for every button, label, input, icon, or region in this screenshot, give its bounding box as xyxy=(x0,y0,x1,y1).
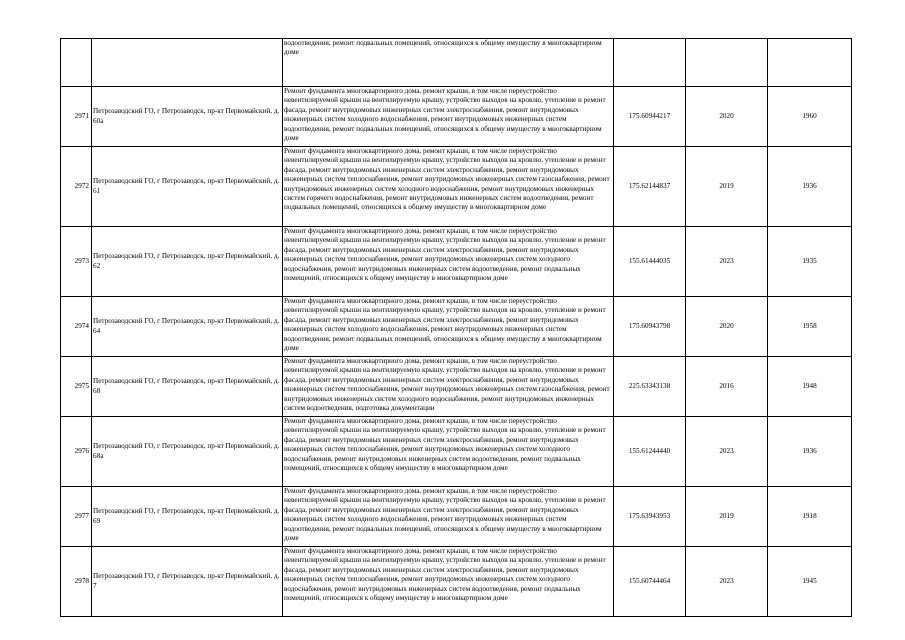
value-cell xyxy=(614,39,686,87)
row-number: 2976 xyxy=(61,417,92,487)
address-cell: Петрозаводский ГО, г Петрозаводск, пр-кт Первомайский, д. 64 xyxy=(92,297,283,357)
address-cell: Петрозаводский ГО, г Петрозаводск, пр-кт Первомайский, д. 69 xyxy=(92,487,283,547)
built-year-cell xyxy=(768,39,852,87)
year-cell: 2023 xyxy=(686,227,768,297)
year-cell: 2023 xyxy=(686,417,768,487)
built-year-cell: 1948 xyxy=(768,357,852,417)
value-cell: 225.63343138 xyxy=(614,357,686,417)
row-number: 2971 xyxy=(61,87,92,147)
works-cell: Ремонт фундамента многоквартирного дома, ремонт крыши, в том числе переустройство невентилируемой крыши на вентилируемую крышу, устройство выходов на кровлю, утепление и ремонт фасада, ремонт внутридомовых инженерных систем электроснабжения, ремонт внутридомовых инженерных систем теплоснабжения, ремонт внутридомовых инженерных систем холодного водоснабжения, ремонт внутридомовых инженерных систем водоотведения, ремонт подвальных помещений, относящихся к общему имуществу в многоквартирном доме xyxy=(283,417,614,487)
address-cell xyxy=(92,39,283,87)
address-cell: Петрозаводский ГО, г Петрозаводск, пр-кт Первомайский, д. 68 xyxy=(92,357,283,417)
address-cell: Петрозаводский ГО, г Петрозаводск, пр-кт Первомайский, д. 61 xyxy=(92,147,283,227)
table-row xyxy=(61,147,852,227)
year-cell: 2020 xyxy=(686,87,768,147)
value-cell: 155.60744464 xyxy=(614,547,686,617)
built-year-cell: 1936 xyxy=(768,147,852,227)
year-cell: 2019 xyxy=(686,147,768,227)
built-year-cell: 1935 xyxy=(768,227,852,297)
table-row xyxy=(61,297,852,357)
built-year-cell: 1958 xyxy=(768,297,852,357)
row-number: 2975 xyxy=(61,357,92,417)
table-row xyxy=(61,547,852,617)
works-cell xyxy=(283,39,614,87)
repair-program-table xyxy=(60,38,852,617)
row-number: 2972 xyxy=(61,147,92,227)
table-row xyxy=(61,357,852,417)
row-number: 2977 xyxy=(61,487,92,547)
value-cell: 175.62144837 xyxy=(614,147,686,227)
works-text: водоотведения, ремонт подвальных помещений, относящихся к общему имуществу в многоквартирном доме xyxy=(284,39,602,57)
table-row-continuation xyxy=(61,39,852,87)
built-year-cell: 1960 xyxy=(768,87,852,147)
value-cell: 175.63943953 xyxy=(614,487,686,547)
table-row xyxy=(61,487,852,547)
value-cell: 175.60943798 xyxy=(614,297,686,357)
address-cell: Петрозаводский ГО, г Петрозаводск, пр-кт Первомайский, д. 60а xyxy=(92,87,283,147)
year-cell: 2016 xyxy=(686,357,768,417)
works-cell: Ремонт фундамента многоквартирного дома, ремонт крыши, в том числе переустройство невентилируемой крыши на вентилируемую крышу, устройство выходов на кровлю, утепление и ремонт фасада, ремонт внутридомовых инженерных систем электроснабжения, ремонт внутридомовых инженерных систем холодного водоснабжения, ремонт внутридомовых инженерных систем водоотведения, ремонт подвальных помещений, относящихся к общему имуществу в многоквартирном доме xyxy=(283,87,614,147)
value-cell: 155.61244440 xyxy=(614,417,686,487)
year-cell xyxy=(686,39,768,87)
year-cell: 2020 xyxy=(686,297,768,357)
built-year-cell: 1918 xyxy=(768,487,852,547)
row-number: 2978 xyxy=(61,547,92,617)
works-cell: Ремонт фундамента многоквартирного дома, ремонт крыши, в том числе переустройство невентилируемой крыши на вентилируемую крышу, устройство выходов на кровлю, утепление и ремонт фасада, ремонт внутридомовых инженерных систем электроснабжения, ремонт внутридомовых инженерных систем теплоснабжения, ремонт внутридомовых инженерных систем газоснабжения, ремонт внутридомовых инженерных систем холодного водоснабжения, ремонт внутридомовых инженерных систем горячего водоснабжения, ремонт внутридомовых инженерных систем водоотведения, ремонт подвальных помещений, относящихся к общему имуществу в многоквартирном доме xyxy=(283,147,614,227)
works-cell: Ремонт фундамента многоквартирного дома, ремонт крыши, в том числе переустройство невентилируемой крыши на вентилируемую крышу, устройство выходов на кровлю, утепление и ремонт фасада, ремонт внутридомовых инженерных систем электроснабжения, ремонт внутридомовых инженерных систем теплоснабжения, ремонт внутридомовых инженерных систем холодного водоснабжения, ремонт внутридомовых инженерных систем водоотведения, ремонт подвальных помещений, относящихся к общему имуществу в многоквартирном доме xyxy=(283,227,614,297)
works-cell: Ремонт фундамента многоквартирного дома, ремонт крыши, в том числе переустройство невентилируемой крыши на вентилируемую крышу, устройство выходов на кровлю, утепление и ремонт фасада, ремонт внутридомовых инженерных систем электроснабжения, ремонт внутридомовых инженерных систем теплоснабжения, ремонт внутридомовых инженерных систем газоснабжения, ремонт внутридомовых инженерных систем холодного водоснабжения, ремонт внутридомовых инженерных систем водоотведения, подготовка документации xyxy=(283,357,614,417)
address-cell: Петрозаводский ГО, г Петрозаводск, пр-кт Первомайский, д. 68а xyxy=(92,417,283,487)
works-cell: Ремонт фундамента многоквартирного дома, ремонт крыши, в том числе переустройство невентилируемой крыши на вентилируемую крышу, устройство выходов на кровлю, утепление и ремонт фасада, ремонт внутридомовых инженерных систем электроснабжения, ремонт внутридомовых инженерных систем теплоснабжения, ремонт внутридомовых инженерных систем холодного водоснабжения, ремонт внутридомовых инженерных систем водоотведения, ремонт подвальных помещений, относящихся к общему имуществу в многоквартирном доме xyxy=(283,547,614,617)
year-cell: 2019 xyxy=(686,487,768,547)
address-cell: Петрозаводский ГО, г Петрозаводск, пр-кт Первомайский, д. 7 xyxy=(92,547,283,617)
value-cell: 175.60944217 xyxy=(614,87,686,147)
value-cell: 155.61444035 xyxy=(614,227,686,297)
works-cell: Ремонт фундамента многоквартирного дома, ремонт крыши, в том числе переустройство невентилируемой крыши на вентилируемую крышу, устройство выходов на кровлю, утепление и ремонт фасада, ремонт внутридомовых инженерных систем электроснабжения, ремонт внутридомовых инженерных систем холодного водоснабжения, ремонт внутридомовых инженерных систем водоотведения, ремонт подвальных помещений, относящихся к общему имуществу в многоквартирном доме xyxy=(283,297,614,357)
year-cell: 2023 xyxy=(686,547,768,617)
works-cell: Ремонт фундамента многоквартирного дома, ремонт крыши, в том числе переустройство невентилируемой крыши на вентилируемую крышу, устройство выходов на кровлю, утепление и ремонт фасада, ремонт внутридомовых инженерных систем электроснабжения, ремонт внутридомовых инженерных систем холодного водоснабжения, ремонт внутридомовых инженерных систем водоотведения, ремонт подвальных помещений, относящихся к общему имуществу в многоквартирном доме xyxy=(283,487,614,547)
table-row xyxy=(61,417,852,487)
built-year-cell: 1945 xyxy=(768,547,852,617)
table-row xyxy=(61,87,852,147)
row-number: 2973 xyxy=(61,227,92,297)
table-row xyxy=(61,227,852,297)
row-number xyxy=(61,39,92,87)
built-year-cell: 1936 xyxy=(768,417,852,487)
row-number: 2974 xyxy=(61,297,92,357)
address-cell: Петрозаводский ГО, г Петрозаводск, пр-кт Первомайский, д. 62 xyxy=(92,227,283,297)
